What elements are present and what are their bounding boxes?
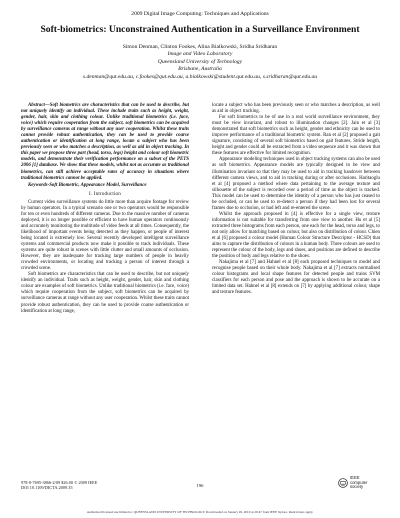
logo-text [350,476,367,490]
conference-header: 2009 Digital Image Computing: Techniques and Applications [131,11,269,17]
logo-line-society: society [350,484,364,490]
author-block [20,44,380,81]
logo-line-computer: computer [350,479,368,485]
keywords: Keywords-Soft Biometric, Appearance Model, Surveillance [28,182,147,188]
author-emails: s.denman@qut.edu.au, c.fookes@qut.edu.au, a.bialkowski@student.qut.edu.au, s.sridharan@qut.edu.au [82,73,318,80]
footer-doi: DOI 10.1109/DICTA.2009.35 [21,485,73,491]
paper-title: Soft-biometrics: Unconstrained Authentication in a Surveillance Environment [40,24,360,35]
left-column [21,103,189,315]
page-number: 196 [196,483,204,488]
section-title-introduction: I. Introduction [89,191,121,197]
intro-paragraph-5: Whilst the approach proposed in [4] is effective for a single view, texture information is not suitable for transferring from one view to another. Hu et al [5] extracted three histograms from each person, one each for the head, torso and legs, to not only allow for matching based on colour, but also on distribution of colour. Chien et al [6] proposed a colour model (Human Colour Structure Descriptor - HCSD) that aims to capture the distribution of colours in a human body. Three colours are used to represent the colour of the body, legs and shoes, and positions are defined to describe the position of body and legs relative to the shoes. [212,211,380,260]
computer-society-icon [338,478,348,488]
author-lab: Image and Video Laboratory [167,51,233,58]
logo-line-ieee: IEEE [350,475,360,481]
license-notice: Authorized licensed use limited to: QUEENSLAND UNIVERSITY OF TECHNOLOGY. Downloaded on January 26, 2010 at 20:47 from IEEE Xplore. Restrictions apply. [86,510,314,514]
intro-paragraph-4: Appearance modeling techniques used in object tracking systems can also be used as soft biometrics. Appearance models are typically designed to be view and illumination invariant so that they may be used to aid in tracking handover between different camera views, and to aid in tracking during or after occlusions. Haritaoglu et al [4] proposed a method where data pertaining to the average texture and silhouette of the subject is recorded over a period of time as the object is tracked. This model can be used to determine the identity of a person who has just ceased to be occluded, or can be used to re-detect a person if they had been lost for several frames due to occlusion, or had left and re-entered the scene. [212,157,380,211]
author-university: Queensland University of Technology [157,58,243,65]
intro-paragraph-1: Current video surveillance systems do little more than acquire footage for review by human operators. In a typical scenario one or two operators would be responsible for ten or even hundreds of different cameras. Due to the massive number of cameras deployed, it is no longer possible or efficient to have human operators continuously and accurately monitoring the multitude of video feeds at all times. Consequently, the likelihood of important events being detected as they happen, or people of interest being located is extremely low. Several recently developed intelligent surveillance systems and commercial products now make it possible to track individuals. These systems are quite robust in scenes with little clutter and small amounts of occlusion. However, they are inadequate for tracking large numbers of people in heavily crowded environments, or locating and tracking a person of interest through a crowded scene. [21,199,189,272]
intro-paragraph-2: Soft biometrics are characteristics that can be used to describe, but not uniquely identify an individual. Traits such as height, weight, gender, hair, skin and clothing colour are examples of soft biometrics. Unlike traditional biometrics (i.e. face, voice) which require cooperation from the subject, soft biometrics can be acquired by surveillance cameras at range without any user cooperation. Whilst these traits cannot provide robust authentication, they can be used to provide coarse authentication or identification at long range, [21,272,189,314]
abstract: Abstract—Soft biometrics are characteristics that can be used to describe, but not uniquely identify an individual. These include traits such as height, weight, gender, hair, skin and clothing colour. Unlike traditional biometrics (i.e. face, voice) which require cooperation from the subject, soft biometrics can be acquired by surveillance cameras at range without any user cooperation. Whilst these traits cannot provide robust authentication, they can be used to provide coarse authentication or identification at long range, locate a subject who has been previously seen or who matches a description, as well as aid in object tracking. In this paper we propose three part (head, torso, legs) height and colour soft biometric models, and demonstrate their verification performance on a subset of the PETS 2006 [1] database. We show that these models, whilst not as accurate as traditional biometrics, can still achieve acceptable rates of accuracy in situations where traditional biometrics cannot be applied. [21,103,189,181]
footer-isbn: 978-0-7695-3866-2/09 $26.00 © 2009 IEEE [21,480,98,485]
intro-paragraph-6: Nakajima et al [7] and Hahnel et al [8] each proposed techniques to model and recognise people based on their whole body. Nakajima et al [7] extracts normalised colour histograms and local shape features for detected people and trains SVM classifiers for each person and pose and the approach is shown to be accurate on a limited data set. Hahnel et al [8] extends on [7] by applying additional colour, shape and texture features. [212,260,380,296]
author-city: Brisbane, Australia [178,66,222,73]
intro-paragraph-3: For soft biometrics to be of use in a real world surveillance environment, they must be view invariant, and robust to illumination changes [2]. Jain et al [3] demonstrated that soft biometrics such as height, gender and ethnicity can be used to improve performance of a traditional biometric system. Ran et al [2] proposed a gait signature, consisting of several soft biometrics based on gait features. Stride length, height and gender could all be extracted from a video sequence and it was shown that these features are effective for limited recognition. [212,115,380,157]
ieee-computer-society-logo [338,477,382,489]
author-names: Simon Denman, Clinton Fookes, Alina Bialkowski, Sridha Sridharan [122,44,278,50]
right-column [212,103,380,297]
intro-paragraph-2-continued: locate a subject who has been previously seen or who matches a description, as well as aid in object tracking. [212,103,380,115]
